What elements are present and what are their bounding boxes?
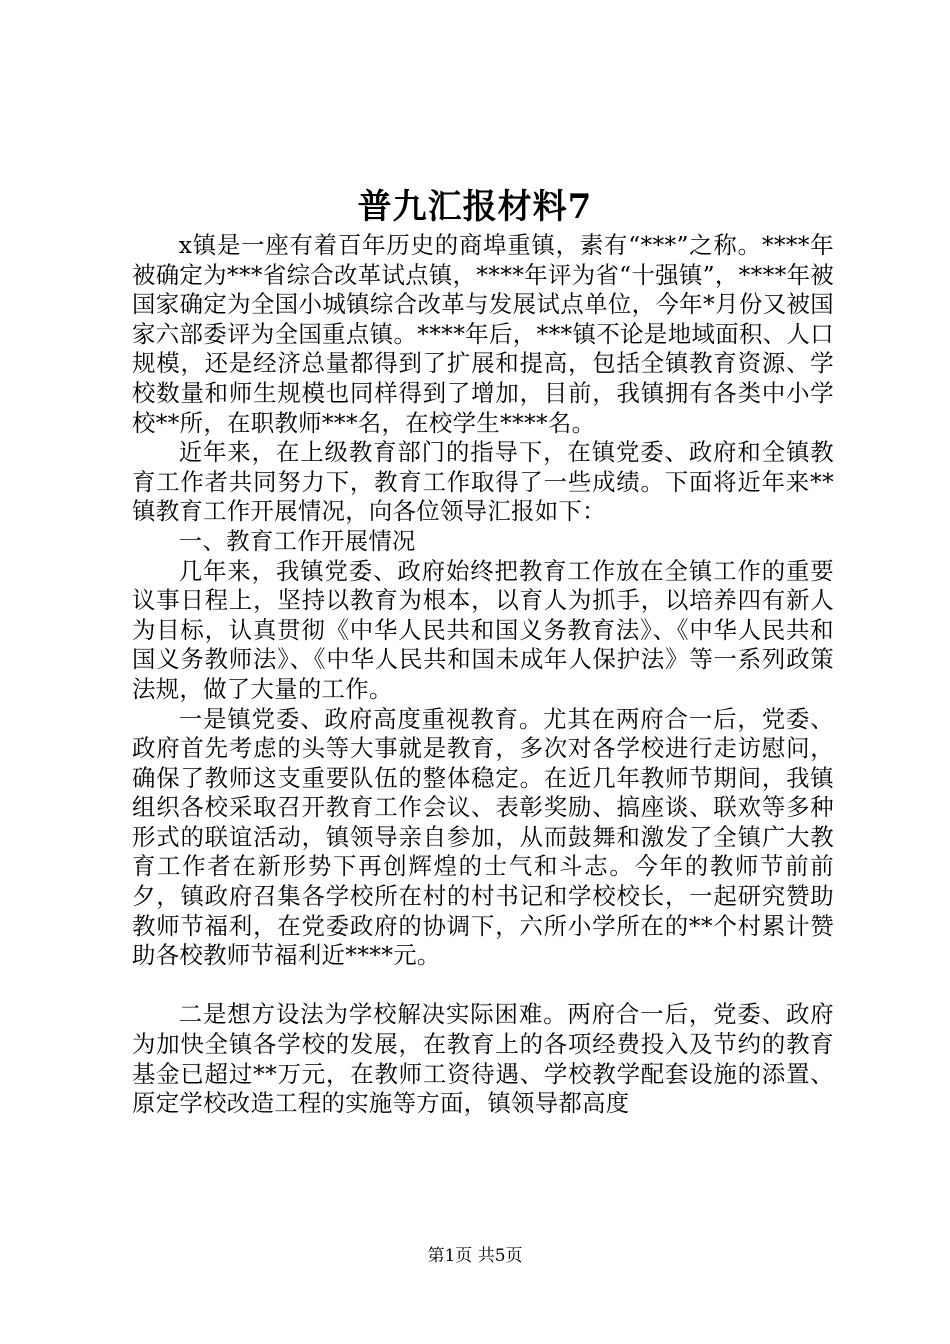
section-heading: 一、教育工作开展情况 bbox=[178, 526, 416, 555]
document-body bbox=[132, 231, 834, 1119]
document-title: 普九汇报材料7 bbox=[357, 187, 593, 227]
paragraph-point-one: 一是镇党委、政府高度重视教育。尤其在两府合一后，党委、政府首先考虑的头等大事就是教育，多次对各学校进行走访慰问，确保了教师这支重要队伍的整体稳定。在近几年教师节期间，我镇组织各校采取召开教育工作会议、表彰奖励、搞座谈、联欢等多种形式的联谊活动，镇领导亲自参加，从而鼓舞和激发了全镇广大教育工作者在新形势下再创辉煌的士气和斗志。今年的教师节前前夕，镇政府召集各学校所在村的村书记和学校校长，一起研究赞助教师节福利，在党委政府的协调下，六所小学所在的**个村累计赞助各校教师节福利近****元。 bbox=[132, 704, 834, 970]
page-number: 第1页 共5页 bbox=[427, 1246, 523, 1266]
paragraph-intro: x镇是一座有着百年历史的商埠重镇，素有“***”之称。****年被确定为***省综合改革试点镇，****年评为省“十强镇”，****年被国家确定为全国小城镇综合改革与发展试点单位，今年*月份又被国家六部委评为全国重点镇。****年后，***镇不论是地域面积、人口规模，还是经济总量都得到了扩展和提高，包括全镇教育资源、学校数量和师生规模也同样得到了增加，目前，我镇拥有各类中小学校**所，在职教师***名，在校学生****名。 bbox=[132, 231, 834, 437]
paragraph-overview: 几年来，我镇党委、政府始终把教育工作放在全镇工作的重要议事日程上，坚持以教育为根本，以育人为抓手，以培养四有新人为目标，认真贯彻《中华人民共和国义务教育法》、《中华人民共和国义务教师法》、《中华人民共和国未成年人保护法》等一系列政策法规，做了大量的工作。 bbox=[132, 556, 834, 703]
paragraph-summary: 近年来，在上级教育部门的指导下，在镇党委、政府和全镇教育工作者共同努力下，教育工作取得了一些成绩。下面将近年来**镇教育工作开展情况，向各位领导汇报如下： bbox=[132, 438, 834, 526]
paragraph-point-two: 二是想方设法为学校解决实际困难。两府合一后，党委、政府为加快全镇各学校的发展，在教育上的各项经费投入及节约的教育基金已超过**万元，在教师工资待遇、学校教学配套设施的添置、原定学校改造工程的实施等方面，镇领导都高度 bbox=[132, 1000, 834, 1118]
